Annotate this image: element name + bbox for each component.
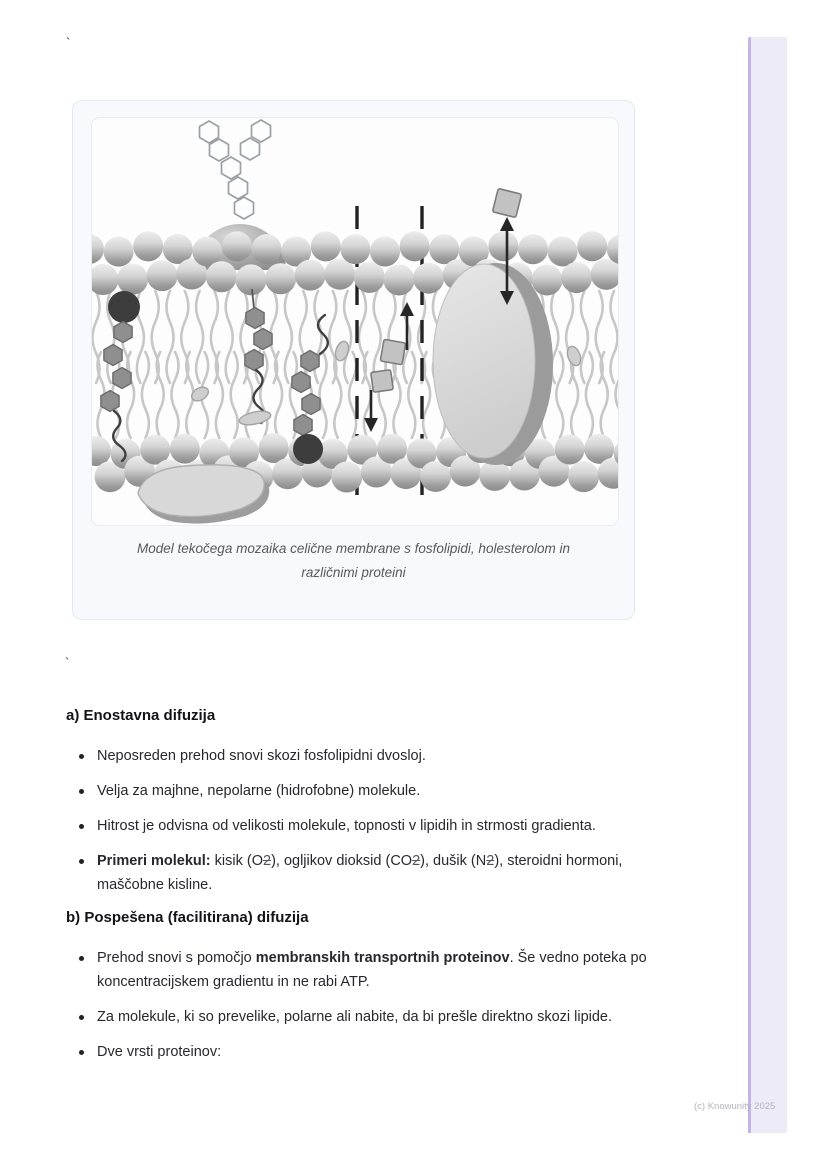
- text-run: ), dušik (N: [420, 853, 487, 869]
- scroll-stripe: [748, 37, 787, 1133]
- bold-text: Primeri molekul:: [97, 853, 211, 869]
- stray-backtick-middle: `: [65, 655, 70, 670]
- text-run: . Še vedno poteka po koncentracijskem gradientu in ne rabi ATP.: [97, 950, 647, 990]
- text-run: Prehod snovi s pomočjo: [97, 950, 256, 966]
- text-run: ), steroidni hormoni, maščobne kisline.: [97, 853, 623, 893]
- section-b-heading: b) Pospešena (facilitirana) difuzija: [66, 909, 309, 926]
- membrane-illustration: [92, 118, 618, 525]
- section-a-heading: a) Enostavna difuzija: [66, 707, 216, 724]
- figure-caption-line2: različnimi proteini: [301, 565, 406, 580]
- figure-caption: [93, 537, 614, 585]
- figure-card: [72, 100, 635, 620]
- list-item: Dve vrsti proteinov:: [66, 1040, 657, 1064]
- list-item: [66, 849, 657, 897]
- text-run: ), ogljikov dioksid (CO: [271, 853, 413, 869]
- figure-panel: [92, 118, 618, 525]
- struck-subscript: 2: [262, 853, 272, 869]
- notes-content: [66, 706, 657, 1075]
- stray-backtick-top: `: [66, 35, 71, 50]
- section-b-list: [66, 946, 657, 1064]
- copyright-text: (c) Knowunity 2025: [694, 1101, 776, 1112]
- text-run: kisik (O: [210, 853, 263, 869]
- list-item: Hitrost je odvisna od velikosti molekule, topnosti v lipidih in strmosti gradienta.: [66, 814, 657, 838]
- list-item: Neposreden prehod snovi skozi fosfolipidni dvosloj.: [66, 744, 657, 768]
- list-item: [66, 946, 657, 994]
- list-item: Za molekule, ki so prevelike, polarne ali nabite, da bi prešle direktno skozi lipide.: [66, 1005, 657, 1029]
- struck-subscript: 2: [412, 853, 421, 869]
- bold-text: membranskih transportnih proteinov: [255, 950, 510, 966]
- list-item: Velja za majhne, nepolarne (hidrofobne) molekule.: [66, 779, 657, 803]
- struck-subscript: 2: [486, 853, 495, 869]
- figure-caption-line1: Model tekočega mozaika celične membrane s fosfolipidi, holesterolom in: [137, 541, 570, 556]
- section-a-list: [66, 744, 657, 897]
